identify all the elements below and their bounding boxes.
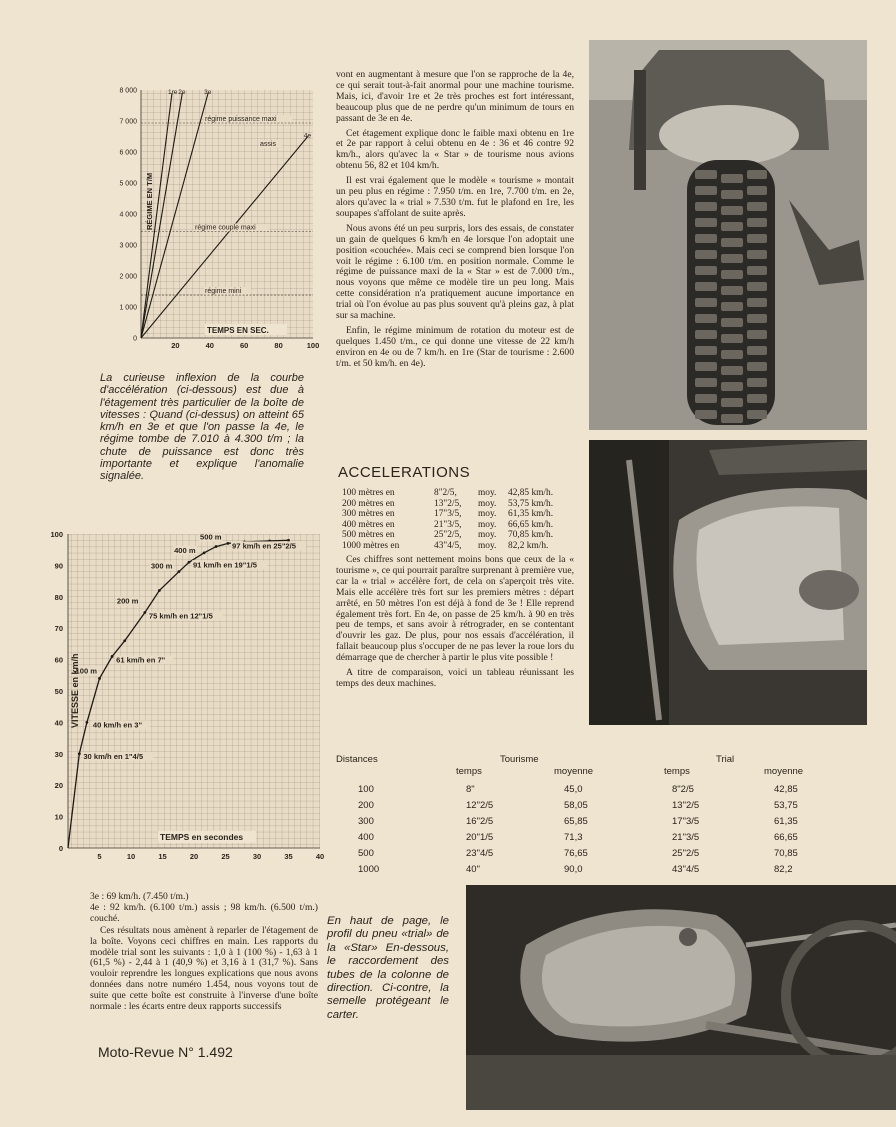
tank-illustration: [589, 440, 867, 725]
comparison-cell: 40": [466, 864, 480, 875]
rpm-annotation: régime puissance maxi: [205, 116, 277, 123]
tread-block: [721, 206, 743, 215]
bottom-column: [90, 892, 318, 1017]
tread-block: [747, 266, 767, 275]
comparison-cell: 500: [358, 848, 374, 859]
tread-block: [695, 362, 717, 371]
rpm-grid: [141, 90, 313, 338]
accel-annotation: 97 km/h en 25"2/5: [232, 541, 296, 551]
comparison-cell: 17"3/5: [672, 816, 700, 827]
rpm-y-tick: 4 000: [119, 211, 137, 219]
rpm-y-tick: 5 000: [119, 180, 137, 188]
accelerations-table: [342, 488, 574, 552]
accel-y-tick: 20: [54, 781, 63, 791]
tread-block: [747, 186, 767, 195]
tread-block: [695, 186, 717, 195]
comparison-cell: 71,3: [564, 832, 583, 843]
accel-row: 400 mètres en 21"3/5, moy. 66,65 km/h.: [342, 519, 554, 530]
speed-line: 4e : 92 km/h. (6.100 t/m.) assis ; 98 km/h. (6.500 t/m.) couché.: [90, 901, 318, 924]
crankcase-illustration: [466, 885, 896, 1110]
tread-block: [747, 218, 767, 227]
article-paragraph: Enfin, le régime minimum de rotation du moteur est de quelques 1.450 t/m., ce qui donne une vitesse de 22 km/h environ en 4e ou de 7 km/h. en 1re (Star de tourisme : 2.600 t/m. et 50 km/h. en 4e).: [336, 324, 574, 369]
comparison-cell: 20"1/5: [466, 832, 494, 843]
rpm-y-tick: 7 000: [119, 118, 137, 126]
comparison-cell: 16"2/5: [466, 816, 494, 827]
accel-annotation: 100 m: [75, 666, 98, 676]
comparison-cell: 42,85: [774, 784, 798, 795]
tread-block: [695, 266, 717, 275]
accel-y-tick: 0: [58, 844, 63, 853]
accel-annotation: 30 km/h en 1"4/5: [83, 751, 144, 761]
col-temps-tourisme: temps: [456, 766, 482, 777]
comparison-cell: 100: [358, 784, 374, 795]
comparison-cell: 53,75: [774, 800, 798, 811]
comparison-cell: 76,65: [564, 848, 588, 859]
tread-block: [721, 350, 743, 359]
accel-point: [188, 561, 191, 564]
accel-x-tick: 10: [126, 852, 136, 861]
tread-block: [695, 410, 717, 419]
accel-point: [203, 551, 206, 554]
comparison-cell: 23"4/5: [466, 848, 494, 859]
comparison-cell: 43"4/5: [672, 864, 700, 875]
article-paragraph: Ces chiffres sont nettement moins bons que ceux de la « tourisme », ce qui pourrait paraître surprenant à première vue, car la « trial » accélère fort, de cela on s'aperçoit très vite. Mais elle accélère très fort sur les premiers mètres : départ arrêté, en 50 mètres l'on est déjà à fond de 3e ! Elle reprend également très fort. En 4e, on passe de 25 km/h. à 90 en très peu de temps, et sans avoir à rétrograder, en se contentant d'ouvrir les gaz. De plus, pour nos essais d'accélération, il fallait beaucoup plus s'occuper de ne pas lever la roue lors du démarrage que de chercher à partir le plus vite possible !: [336, 554, 574, 664]
comparison-cell: 300: [358, 816, 374, 827]
accel-row: 200 mètres en 13"2/5, moy. 53,75 km/h.: [342, 498, 554, 509]
tread-block: [747, 314, 767, 323]
accel-row: 500 mètres en 25"2/5, moy. 70,85 km/h.: [342, 530, 554, 541]
col-temps-trial: temps: [664, 766, 690, 777]
accel-row: 1000 mètres en 43"4/5, moy. 82,2 km/h.: [342, 540, 549, 551]
comparison-cell: 1000: [358, 864, 380, 875]
tread-block: [747, 410, 767, 419]
tread-block: [721, 222, 743, 231]
photo-caption: En haut de page, le profil du pneu «trial» de la «Star» En-dessous, le raccordement des tubes de la colonne de direction. Ci-contre, la semelle protégeant le carter.: [327, 915, 449, 1021]
tread-block: [721, 398, 743, 407]
tread-block: [721, 190, 743, 199]
tread-block: [695, 330, 717, 339]
tread-block: [721, 382, 743, 391]
comparison-cell: 8"2/5: [672, 784, 694, 795]
comparison-cell: 8": [466, 784, 475, 795]
comparison-cell: 66,65: [774, 832, 798, 843]
accelerations-title: ACCELERATIONS: [338, 464, 471, 481]
accel-point: [227, 542, 230, 545]
accel-point: [86, 721, 89, 724]
rpm-x-tick: 20: [171, 341, 180, 350]
accel-point: [143, 611, 146, 614]
rpm-series-label: 3e: [204, 89, 212, 97]
rpm-y-tick: 2 000: [119, 273, 137, 281]
rpm-series-label: 2e: [178, 89, 186, 97]
chart-caption: La curieuse inflexion de la courbe d'accélération (ci-dessous) est due à l'étagement très particulier de la boîte de vitesses : Quand (ci-dessus) on atteint 65 km/h en 3e et que l'on passe la 4e, le régime tombe de 7.010 à 4.300 t/m ; la chute de puissance est donc très importante et explique l'anomalie signalée.: [100, 372, 304, 483]
accel-point: [215, 545, 218, 548]
accel-x-tick: 30: [252, 852, 262, 861]
tread-block: [747, 394, 767, 403]
accel-y-tick: 40: [54, 718, 63, 728]
comparison-cell: 82,2: [774, 864, 793, 875]
magazine-footer: Moto-Revue N° 1.492: [98, 1044, 233, 1060]
accel-point: [98, 677, 101, 680]
rpm-series-label: 4e: [303, 132, 312, 140]
comparison-cell: 70,85: [774, 848, 798, 859]
tread-block: [721, 318, 743, 327]
tyre-illustration: [589, 40, 867, 430]
tread-block: [721, 286, 743, 295]
accel-annotation: 75 km/h en 12"1/5: [148, 611, 213, 621]
col-moyenne-trial: moyenne: [764, 766, 804, 777]
acceleration-chart: [40, 528, 328, 863]
tread-block: [695, 170, 717, 179]
tread-block: [747, 378, 767, 387]
tread-block: [747, 170, 767, 179]
article-paragraph: Il est vrai également que le modèle « tourisme » montait un peu plus en régime : 7.950 t/m. en 1re, 7.700 t/m. en 2e, alors qu'avec la « trial » 7.530 t/m. fut le plafond en 1re, les soupapes s'affolant de suite après.: [336, 175, 574, 219]
rpm-y-tick: 8 000: [119, 87, 137, 95]
accel-row: 100 mètres en 8"2/5, moy. 42,85 km/h.: [342, 488, 554, 498]
accel-annotation: 91 km/h en 19"1/5: [192, 560, 257, 570]
accel-annotation: 40 km/h en 3": [92, 720, 143, 730]
comparison-cell: 13"2/5: [672, 800, 700, 811]
accel-x-tick: 40: [315, 852, 325, 861]
accel-annotation: 200 m: [116, 596, 139, 606]
tread-block: [721, 174, 743, 183]
accel-point: [111, 655, 114, 658]
rpm-y-tick: 0: [133, 335, 137, 343]
accel-row: 300 mètres en 17"3/5, moy. 61,35 km/h.: [342, 509, 554, 520]
tread-block: [747, 346, 767, 355]
col-distances: Distances: [336, 754, 378, 765]
tread-block: [721, 270, 743, 279]
accel-y-tick: 90: [54, 561, 63, 571]
tyre-photo: [589, 40, 867, 430]
article-paragraph: Ces résultats nous amènent à reparler de l'étagement de la boîte. Voyons ceci chiffres en main. Les rapports du modèle trial sont les suivants : 1,0 à 1 (100 %) - 1,63 à 1 (61,5 %) - 2,44 à 1 (40,9 %) et 3,16 à 1 (31,7 %). Sans vouloir reprendre les longues explications que nous avons données dans notre numéro 1.454, nous voyons tout de suite que cette boîte est construite à l'inverse d'une boîte normale : les écarts entre deux rapports successifs: [90, 924, 318, 1013]
accel-y-tick: 70: [54, 624, 63, 634]
accel-grid: [68, 534, 320, 848]
accel-x-tick: 20: [189, 852, 199, 861]
tread-block: [721, 238, 743, 247]
tread-block: [721, 414, 743, 423]
article-paragraph: vont en augmentant à mesure que l'on se rapproche de la 4e, ce qui serait tout-à-fait anormal pour une machine tourisme. Mais, ici, d'avoir 1re et 2e très proches est fort intéressant, beaucoup plus que de ne perdre qu'un minimum de tours en passant de 3e en 4e.: [336, 69, 574, 124]
tread-block: [695, 314, 717, 323]
rpm-ylabel: RÉGIME EN T/M: [145, 172, 154, 230]
steering-tube-photo: [589, 440, 867, 725]
accel-annotation: 61 km/h en 7": [116, 655, 166, 665]
article-paragraph: A titre de comparaison, voici un tableau réunissant les temps des deux machines.: [336, 667, 574, 689]
article-paragraph: Cet étagement explique donc le faible maxi obtenu en 1re et 2e par rapport à celui obtenu en 4e : 36 et 46 contre 92 km/h., alors qu'avec la « Star » de tourisme nous avions obtenu 56, 82 et 104 km/h.: [336, 127, 574, 172]
tread-block: [747, 250, 767, 259]
rpm-y-tick: 3 000: [119, 242, 137, 250]
tread-block: [695, 394, 717, 403]
tread-block: [721, 366, 743, 375]
accel-x-tick: 5: [97, 852, 102, 861]
tread-block: [747, 362, 767, 371]
tread-block: [695, 346, 717, 355]
rpm-y-tick: 1 000: [119, 304, 137, 312]
comparison-cell: 58,05: [564, 800, 588, 811]
tread-block: [747, 282, 767, 291]
comparison-cell: 65,85: [564, 816, 588, 827]
crankcase-photo: [466, 885, 896, 1110]
accel-y-tick: 50: [54, 687, 63, 696]
accel-y-tick: 10: [54, 812, 63, 822]
rpm-x-tick: 80: [274, 341, 283, 350]
rpm-y-tick: 6 000: [119, 149, 137, 157]
accel-x-tick: 15: [158, 852, 167, 861]
rpm-x-tick: 60: [240, 341, 249, 350]
rpm-annotation: régime mini: [205, 288, 242, 296]
comparison-cell: 25"2/5: [672, 848, 700, 859]
tread-block: [747, 330, 767, 339]
tread-block: [747, 298, 767, 307]
accel-y-tick: 80: [54, 592, 63, 602]
comparison-cell: 61,35: [774, 816, 798, 827]
accel-y-tick: 100: [50, 530, 63, 539]
tread-block: [721, 254, 743, 263]
speed-line: 3e : 69 km/h. (7.450 t/m.): [90, 891, 189, 902]
comparison-cell: 90,0: [564, 864, 583, 875]
tread-block: [721, 302, 743, 311]
tread-block: [695, 250, 717, 259]
accel-x-tick: 25: [221, 852, 230, 861]
tread-block: [695, 378, 717, 387]
comparison-cell: 21"3/5: [672, 832, 700, 843]
tread-block: [695, 202, 717, 211]
rpm-x-tick: 40: [205, 341, 214, 350]
rpm-xlabel: TEMPS EN SEC.: [207, 326, 269, 335]
accel-point: [78, 752, 81, 755]
article-paragraph: Nous avons été un peu surpris, lors des essais, de constater un gain de quelques 6 km/h en 4e lorsque l'on adoptait une position «couchée». Mais ceci se comprend bien lorsque l'on voit le régime : 6.100 t/m. en position normale. Comme le régime de puissance maxi de la « Star » est de 7.000 t/m., nous voyons que même ce modèle tire un peu long. Mais cette considération n'a pratiquement aucune importance en trial où l'on évolue au pas plus souvent qu'à pleins gaz, à plat sur sa machine.: [336, 222, 574, 322]
tread-block: [747, 234, 767, 243]
comparison-cell: 12"2/5: [466, 800, 494, 811]
comparison-table: [336, 752, 876, 877]
comparison-cell: 45,0: [564, 784, 583, 795]
accel-y-tick: 60: [54, 655, 63, 665]
accel-point: [123, 639, 126, 642]
accel-point: [177, 570, 180, 573]
rpm-annotation: assis: [260, 140, 276, 148]
rpm-chart: [95, 80, 320, 355]
accel-point: [158, 589, 161, 592]
accel-xlabel: TEMPS en secondes: [160, 832, 244, 842]
accel-ylabel: VITESSE en km/h: [70, 653, 80, 728]
comparison-cell: 200: [358, 800, 374, 811]
accel-annotation: 400 m: [174, 545, 196, 555]
comparison-cell: 400: [358, 832, 374, 843]
accel-x-tick: 35: [284, 852, 293, 861]
accel-y-tick: 30: [54, 749, 63, 759]
col-tourisme: Tourisme: [500, 754, 539, 765]
col-trial: Trial: [716, 754, 735, 765]
accel-annotation: 300 m: [150, 561, 173, 571]
tread-block: [695, 234, 717, 243]
rpm-annotation: régime couple maxi: [195, 224, 256, 232]
tread-block: [695, 298, 717, 307]
rpm-x-tick: 100: [306, 341, 320, 350]
col-moyenne-tourisme: moyenne: [554, 766, 594, 777]
article-column: [336, 70, 574, 374]
tread-block: [695, 218, 717, 227]
accelerations-text: [336, 555, 574, 694]
rpm-series-label: 1re: [167, 89, 178, 97]
tread-block: [695, 282, 717, 291]
tread-block: [747, 202, 767, 211]
accel-annotation: 500 m: [200, 532, 222, 542]
tread-block: [721, 334, 743, 343]
